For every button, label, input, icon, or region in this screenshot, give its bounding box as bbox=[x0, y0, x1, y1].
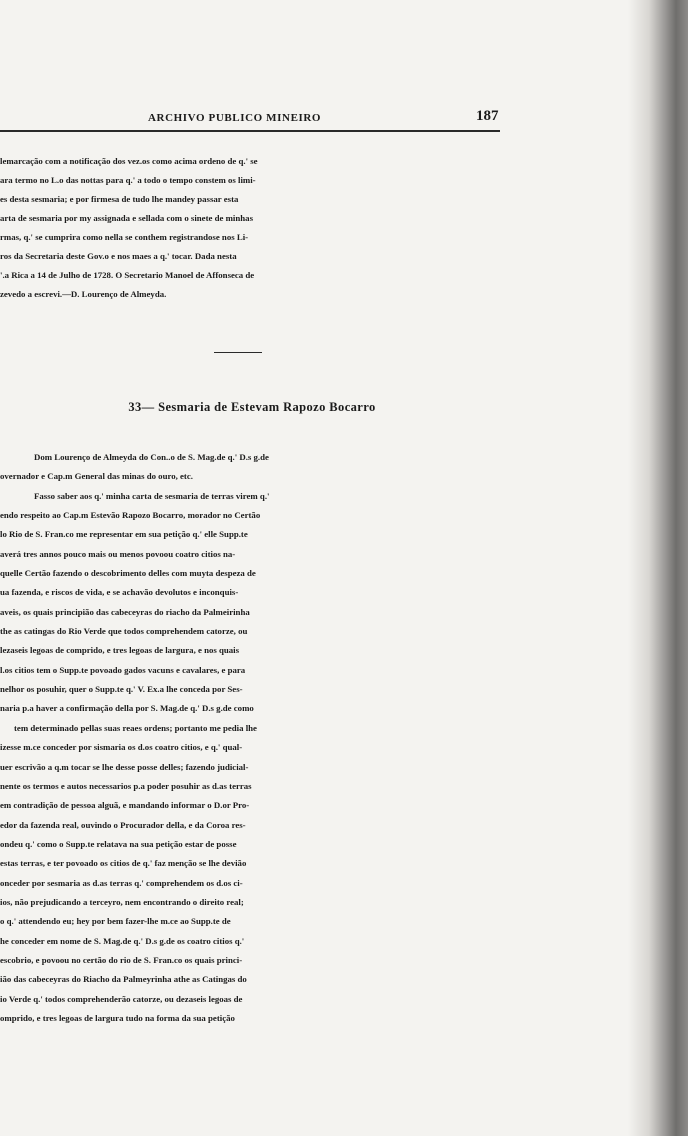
text-line: '.a Rica a 14 de Julho de 1728. O Secretario Manoel de Affonseca de bbox=[0, 270, 255, 280]
text-line: onceder por sesmaria as d.as terras q.' comprehendem os d.os ci- bbox=[0, 877, 243, 888]
text-line: ios, não prejudicando a terceyro, nem encontrando o direito real; bbox=[0, 896, 244, 907]
header-rule bbox=[0, 130, 500, 132]
page-number: 187 bbox=[476, 108, 499, 124]
text-line: uer escrivão a q.m tocar se lhe desse posse delles; fazendo judicial- bbox=[0, 761, 249, 772]
text-line: he conceder em nome de S. Mag.de q.' D.s g.de os coatro citios q.' bbox=[0, 935, 245, 946]
text-line: izesse m.ce conceder por sismaria os d.os coatro citios, e q.' qual- bbox=[0, 742, 243, 753]
text-line: endo respeito ao Cap.m Estevão Rapozo Bocarro, morador no Certão bbox=[0, 510, 261, 521]
previous-document-text bbox=[0, 152, 500, 304]
text-line: em contradição de pessoa alguã, e mandando informar o D.or Pro- bbox=[0, 800, 250, 811]
sesmaria-body-text bbox=[0, 448, 500, 1028]
text-line: quelle Certão fazendo o descobrimento delles com muyta despeza de bbox=[0, 568, 256, 579]
text-line: arta de sesmaria por my assignada e sellada com o sinete de minhas bbox=[0, 213, 253, 223]
section-divider bbox=[214, 352, 262, 353]
text-line: o q.' attendendo eu; hey por bem fazer-lhe m.ce ao Supp.te de bbox=[0, 916, 231, 927]
binding-shadow bbox=[628, 0, 688, 1136]
text-line: ião das cabeceyras do Riacho da Palmeyrinha athe as Catingas do bbox=[0, 974, 247, 985]
text-line: omprido, e tres legoas de largura tudo na forma da sua petição bbox=[0, 1012, 235, 1023]
text-line: io Verde q.' todos comprehenderão catorze, ou dezaseis legoas de bbox=[0, 993, 243, 1004]
text-line: edor da fazenda real, ouvindo o Procurador della, e da Coroa res- bbox=[0, 819, 246, 830]
text-line: rmas, q.' se cumprira como nella se conthem registrandose nos Li- bbox=[0, 232, 249, 242]
page-header bbox=[0, 108, 520, 130]
text-line: estas terras, e ter povoado os citios de q.' faz menção se lhe devião bbox=[0, 858, 247, 869]
text-line: nente os termos e autos necessarios p.a poder posuhir as d.as terras bbox=[0, 780, 252, 791]
text-line: naria p.a haver a confirmação della por S. Mag.de q.' D.s g.de como bbox=[0, 703, 254, 714]
text-line: the as catingas do Rio Verde que todos comprehendem catorze, ou bbox=[0, 626, 248, 637]
text-line: es desta sesmaria; e por firmesa de tudo lhe mandey passar esta bbox=[0, 194, 239, 204]
text-line: Dom Lourenço de Almeyda do Con..o de S. Mag.de q.' D.s g.de bbox=[34, 452, 269, 462]
text-line: Fasso saber aos q.' minha carta de sesmaria de terras virem q.' bbox=[34, 490, 270, 501]
running-title: ARCHIVO PUBLICO MINEIRO bbox=[148, 112, 322, 124]
text-line: lemarcação com a notificação dos vez.os como acima ordeno de q.' se bbox=[0, 156, 258, 166]
text-line: ua fazenda, e riscos de vida, e se achavão devolutos e inconquis- bbox=[0, 587, 239, 598]
text-line: averá tres annos pouco mais ou menos povoou coatro citios na- bbox=[0, 548, 236, 559]
text-line: lezaseis legoas de comprido, e tres legoas de largura, e nos quais bbox=[0, 645, 240, 656]
text-line: l.os citios tem o Supp.te povoado gados vacuns e cavalares, e para bbox=[0, 664, 246, 675]
text-line: ara termo no L.o das nottas para q.' a todo o tempo constem os limi- bbox=[0, 175, 256, 185]
text-line: aveis, os quais principião das cabeceyras do riacho da Palmeirinha bbox=[0, 606, 250, 617]
text-line: zevedo a escrevi.—D. Lourenço de Almeyda. bbox=[0, 289, 167, 299]
text-line: ondeu q.' como o Supp.te relatava na sua petição estar de posse bbox=[0, 838, 237, 849]
text-line: lo Rio de S. Fran.co me representar em sua petição q.' elle Supp.te bbox=[0, 529, 248, 540]
section-title: 33— Sesmaria de Estevam Rapozo Bocarro bbox=[128, 400, 376, 414]
text-line: escobrio, e povoou no certão do rio de S. Fran.co os quais princi- bbox=[0, 954, 243, 965]
text-line: tem determinado pellas suas reaes ordens; portanto me pedia lhe bbox=[14, 722, 257, 733]
text-line: overnador e Cap.m General das minas do ouro, etc. bbox=[0, 471, 193, 482]
text-line: ros da Secretaria deste Gov.o e nos maes a q.' tocar. Dada nesta bbox=[0, 251, 237, 261]
text-line: nelhor os posuhir, quer o Supp.te q.' V. Ex.a lhe conceda por Ses- bbox=[0, 684, 243, 695]
